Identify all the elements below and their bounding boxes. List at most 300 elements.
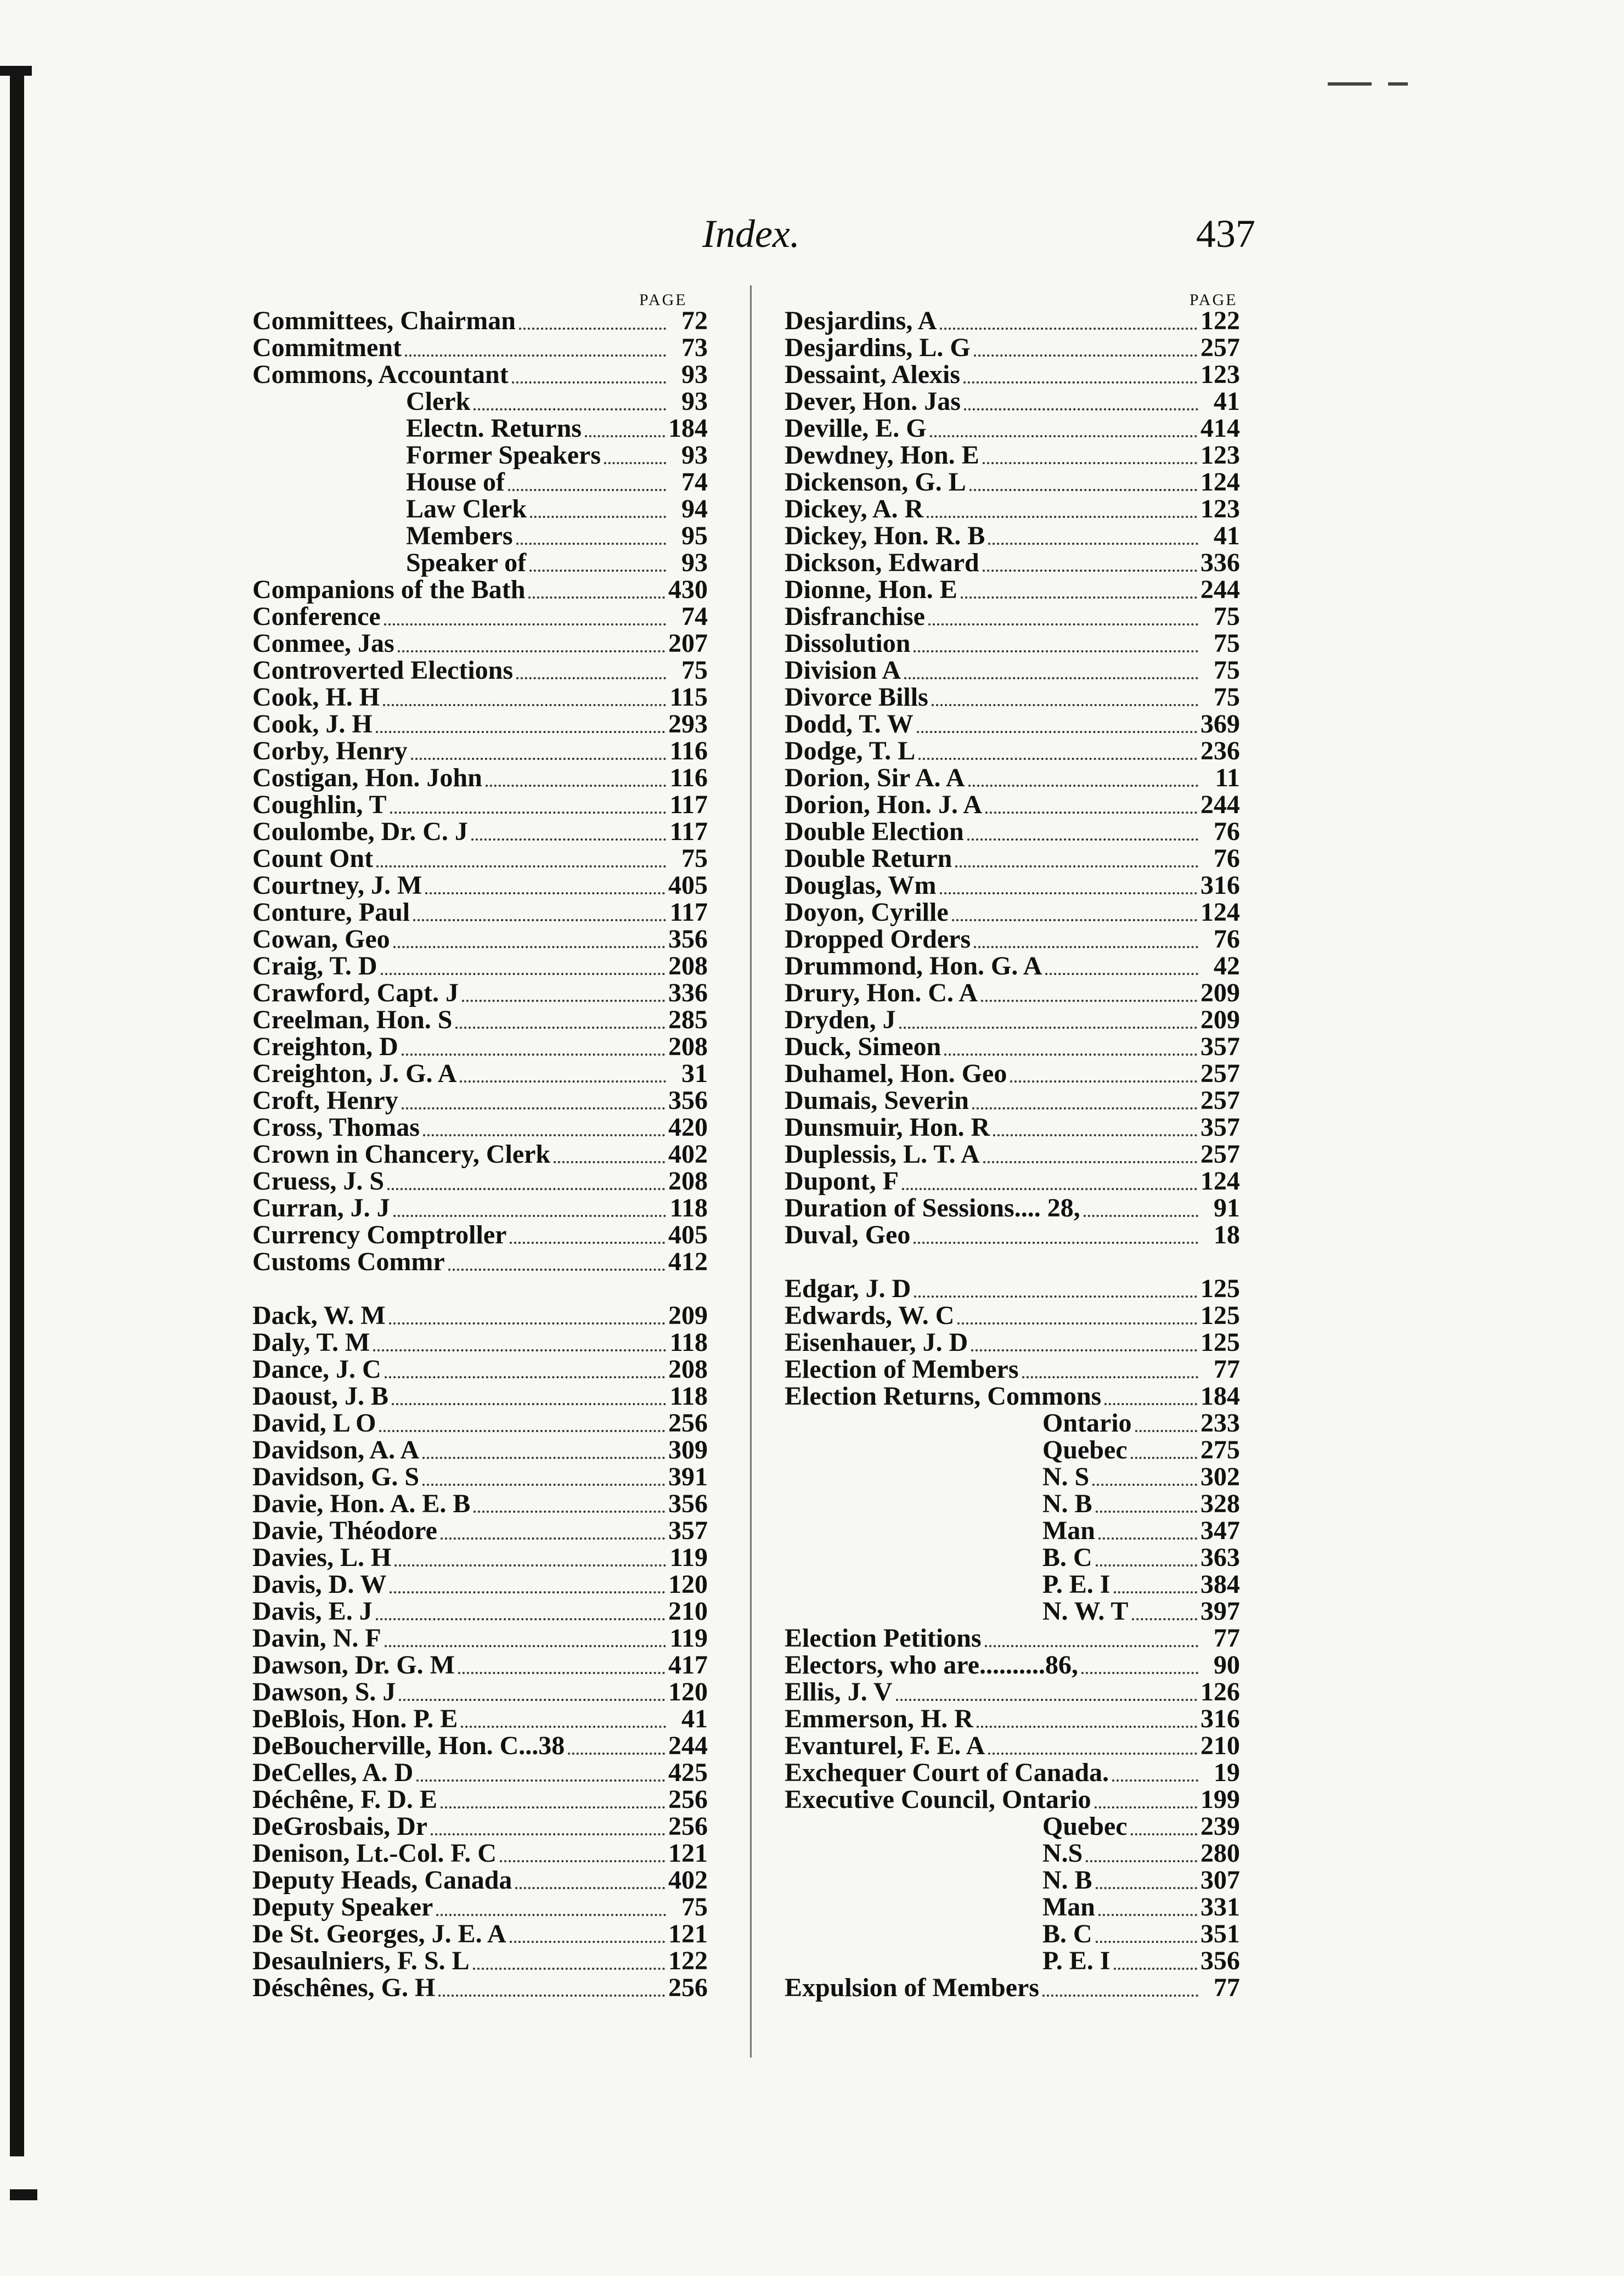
index-entry-page: 41 — [1214, 521, 1240, 550]
index-entry-name: Executive Council, Ontario — [785, 1785, 1091, 1814]
index-entry — [252, 1894, 708, 1920]
index-entry-page: 316 — [1200, 871, 1240, 900]
leader-dots — [961, 596, 1197, 599]
index-entry-name: Members — [406, 521, 513, 550]
index-entry-name: Quebec — [1042, 1435, 1127, 1464]
leader-dots — [985, 812, 1197, 814]
leader-dots — [1114, 1968, 1197, 1970]
index-entry-page: 257 — [1200, 333, 1240, 362]
leader-dots — [508, 489, 666, 491]
index-entry-name: Cook, H. H — [252, 683, 380, 712]
index-entry-name: Duhamel, Hon. Geo — [785, 1059, 1007, 1088]
index-entry-name: Dumais, Severin — [785, 1086, 969, 1115]
leader-dots — [462, 1000, 665, 1002]
index-entry — [252, 603, 708, 630]
index-entry-name: Costigan, Hon. John — [252, 763, 482, 792]
index-entry — [785, 603, 1240, 630]
index-entry — [785, 307, 1240, 334]
leader-dots — [1135, 1430, 1197, 1432]
index-entry-name: Dever, Hon. Jas — [785, 387, 961, 416]
letter-group-gap — [252, 1275, 708, 1302]
index-entry — [785, 1383, 1240, 1410]
index-entry — [252, 1006, 708, 1033]
index-entry-page: 256 — [668, 1409, 708, 1438]
leader-dots — [1096, 1941, 1197, 1943]
index-entry-page: 244 — [1200, 575, 1240, 604]
index-entry — [785, 334, 1240, 361]
index-entry-name: Man — [1042, 1892, 1095, 1922]
index-entry-name: Desjardins, A — [785, 306, 937, 335]
leader-dots — [985, 1645, 1198, 1647]
index-entry-page: 369 — [1200, 709, 1240, 739]
index-entry — [785, 495, 1240, 522]
index-entry-page: 244 — [668, 1731, 708, 1760]
index-entry — [252, 1759, 708, 1786]
index-entry — [785, 1705, 1240, 1732]
index-entry-page: 73 — [681, 333, 708, 362]
left-column-page-label: PAGE — [639, 291, 687, 309]
index-entry-name: Duplessis, L. T. A — [785, 1140, 980, 1169]
index-entry-page: 425 — [668, 1758, 708, 1787]
index-entry-page: 42 — [1214, 951, 1240, 981]
index-entry — [252, 1840, 708, 1867]
index-entry-name: N.S — [1042, 1839, 1083, 1868]
leader-dots — [952, 919, 1197, 921]
index-entry-page: 257 — [1200, 1140, 1240, 1169]
leader-dots — [896, 1699, 1198, 1701]
index-entry — [785, 1920, 1240, 1947]
index-entry-page: 414 — [1200, 414, 1240, 443]
index-entry-page: 208 — [668, 1032, 708, 1061]
leader-dots — [1022, 1376, 1198, 1378]
index-entry-page: 75 — [1214, 602, 1240, 631]
index-entry-name: Coughlin, T — [252, 790, 387, 819]
leader-dots — [390, 812, 666, 814]
index-entry — [785, 1867, 1240, 1894]
index-entry-name: Coulombe, Dr. C. J — [252, 817, 468, 846]
index-entry-name: Drury, Hon. C. A — [785, 978, 978, 1007]
index-entry-page: 124 — [1200, 1167, 1240, 1196]
index-entry-page: 11 — [1215, 763, 1240, 792]
index-entry — [252, 1463, 708, 1490]
index-entry-name: David, L O — [252, 1409, 376, 1438]
index-entry — [785, 1678, 1240, 1705]
index-entry-page: 76 — [1214, 925, 1240, 954]
index-entry-page: 31 — [681, 1059, 708, 1088]
index-entry-page: 199 — [1200, 1785, 1240, 1814]
index-entry-page: 126 — [1200, 1677, 1240, 1706]
index-entry — [252, 1678, 708, 1705]
index-entry-page: 412 — [668, 1247, 708, 1276]
leader-dots — [1096, 1887, 1197, 1889]
index-entry-page: 209 — [668, 1301, 708, 1330]
leader-dots — [389, 1322, 665, 1325]
leader-dots — [423, 1134, 665, 1136]
index-entry-name: Dawson, S. J — [252, 1677, 396, 1706]
leader-dots — [398, 650, 665, 652]
index-entry-name: Emmerson, H. R — [785, 1704, 973, 1733]
leader-dots — [379, 1430, 665, 1432]
index-entry-name: Daly, T. M — [252, 1328, 370, 1357]
index-entry-name: Expulsion of Members — [785, 1973, 1040, 2002]
index-entry-name: Davie, Théodore — [252, 1516, 437, 1545]
leader-dots — [968, 785, 1199, 787]
index-entry-name: Election of Members — [785, 1355, 1019, 1384]
leader-dots — [969, 489, 1197, 491]
index-entry-name: Creighton, J. G. A — [252, 1059, 457, 1088]
index-entry-name: Ontario — [1042, 1409, 1132, 1438]
leader-dots — [422, 1484, 665, 1486]
index-entry — [252, 495, 708, 522]
index-entry-name: DeBlois, Hon. P. E — [252, 1704, 458, 1733]
index-entry-page: 233 — [1200, 1409, 1240, 1438]
leader-dots — [376, 1618, 665, 1620]
index-entry — [785, 1544, 1240, 1571]
index-entry — [252, 1598, 708, 1625]
index-entry-page: 122 — [668, 1946, 708, 1975]
index-entry-page: 357 — [668, 1516, 708, 1545]
index-entry-name: Disfranchise — [785, 602, 925, 631]
index-entry-page: 257 — [1200, 1086, 1240, 1115]
leader-dots — [394, 1564, 666, 1567]
page-number: 437 — [1196, 212, 1255, 256]
index-entry — [785, 979, 1240, 1006]
index-entry — [785, 1813, 1240, 1840]
index-entry-name: B. C — [1042, 1919, 1092, 1948]
index-entry-name: Cook, J. H — [252, 709, 373, 739]
leader-dots — [1096, 1564, 1197, 1567]
index-entry-name: Davidson, A. A — [252, 1435, 420, 1464]
index-entry — [785, 1356, 1240, 1383]
index-entry-page: 357 — [1200, 1032, 1240, 1061]
index-entry-name: Dewdney, Hon. E — [785, 441, 979, 470]
leader-dots — [1081, 1672, 1198, 1674]
leader-dots — [993, 1134, 1197, 1136]
scan-mark — [1388, 82, 1408, 86]
index-entry-page: 347 — [1200, 1516, 1240, 1545]
index-entry-name: Exchequer Court of Canada. — [785, 1758, 1109, 1787]
index-entry-page: 256 — [668, 1973, 708, 2002]
index-entry — [252, 926, 708, 953]
index-entry-name: Commitment — [252, 333, 402, 362]
leader-dots — [473, 1968, 665, 1970]
leader-dots — [904, 677, 1198, 679]
column-divider — [750, 285, 752, 2058]
index-entry — [252, 1786, 708, 1813]
index-entry-name: Douglas, Wm — [785, 871, 937, 900]
index-entry-name: P. E. I — [1042, 1570, 1110, 1599]
index-entry-name: Dupont, F — [785, 1167, 899, 1196]
leader-dots — [441, 1806, 665, 1809]
index-entry-name: Electn. Returns — [406, 414, 582, 443]
index-entry-page: 293 — [668, 709, 708, 739]
index-entry-name: Davin, N. F — [252, 1624, 381, 1653]
leader-dots — [988, 543, 1198, 545]
index-entry — [785, 1759, 1240, 1786]
index-entry — [252, 1732, 708, 1759]
index-entry-name: N. W. T — [1042, 1597, 1129, 1626]
leader-dots — [983, 462, 1197, 464]
index-entry — [785, 1463, 1240, 1490]
index-entry — [785, 469, 1240, 495]
index-entry-page: 316 — [1200, 1704, 1240, 1733]
index-entry — [785, 1168, 1240, 1195]
index-entry-page: 302 — [1200, 1462, 1240, 1491]
index-entry — [252, 657, 708, 684]
index-entry-name: Dessaint, Alexis — [785, 360, 961, 389]
index-entry — [252, 576, 708, 603]
leader-dots — [460, 1080, 666, 1083]
index-entry-name: Dickey, A. R — [785, 494, 924, 523]
leader-dots — [1112, 1779, 1198, 1782]
index-entry-name: Croft, Henry — [252, 1086, 398, 1115]
leader-dots — [1042, 1995, 1198, 1997]
leader-dots — [519, 328, 666, 330]
index-entry-page: 363 — [1200, 1543, 1240, 1572]
leader-dots — [1095, 1806, 1197, 1809]
index-entry — [252, 1087, 708, 1114]
index-entry — [252, 1329, 708, 1356]
index-entry-name: Déschênes, G. H — [252, 1973, 436, 2002]
index-entry — [785, 845, 1240, 872]
index-entry-page: 209 — [1200, 978, 1240, 1007]
index-entry-name: Edwards, W. C — [785, 1301, 955, 1330]
leader-dots — [405, 354, 666, 357]
index-entry-page: 336 — [668, 978, 708, 1007]
index-entry-page: 120 — [668, 1677, 708, 1706]
index-entry-name: Craig, T. D — [252, 951, 377, 981]
index-entry-name: Doyon, Cyrille — [785, 898, 949, 927]
index-entry-page: 77 — [1214, 1355, 1240, 1384]
leader-dots — [971, 1349, 1197, 1351]
index-entry-page: 72 — [681, 306, 708, 335]
index-entry — [785, 1221, 1240, 1248]
index-entry-name: Dorion, Hon. J. A — [785, 790, 983, 819]
index-entry-name: Dack, W. M — [252, 1301, 386, 1330]
leader-dots — [983, 570, 1197, 572]
index-entry — [785, 1410, 1240, 1436]
index-entry-page: 207 — [668, 629, 708, 658]
letter-group-gap — [785, 1248, 1240, 1275]
index-entry-page: 405 — [668, 1220, 708, 1249]
leader-dots — [1086, 1860, 1197, 1862]
index-entry — [252, 1625, 708, 1652]
index-entry-name: Quebec — [1042, 1812, 1127, 1841]
index-entry-name: Dance, J. C — [252, 1355, 381, 1384]
index-entry-name: Division A — [785, 656, 901, 685]
leader-dots — [1104, 1403, 1197, 1405]
index-entry-name: Controverted Elections — [252, 656, 514, 685]
index-entry — [785, 711, 1240, 737]
index-entry — [252, 899, 708, 926]
leader-dots — [1131, 1833, 1197, 1835]
index-entry-page: 123 — [1200, 441, 1240, 470]
leader-dots — [930, 435, 1197, 437]
index-entry — [785, 630, 1240, 657]
index-entry — [252, 1060, 708, 1087]
index-entry-page: 123 — [1200, 360, 1240, 389]
index-entry-name: Double Return — [785, 844, 952, 873]
index-entry-name: De St. Georges, J. E. A — [252, 1919, 506, 1948]
index-entry-name: Dropped Orders — [785, 925, 971, 954]
leader-dots — [1114, 1591, 1197, 1593]
index-entry — [252, 1517, 708, 1544]
index-entry-name: DeGrosbais, Dr — [252, 1812, 428, 1841]
index-entry-name: Dawson, Dr. G. M — [252, 1650, 455, 1680]
leader-dots — [385, 1645, 666, 1647]
index-entry-name: N. B — [1042, 1489, 1092, 1518]
index-entry-page: 328 — [1200, 1489, 1240, 1518]
running-head: Index. — [702, 212, 800, 256]
index-entry-page: 74 — [681, 467, 708, 497]
leader-dots — [516, 543, 666, 545]
index-entry-page: 209 — [1200, 1005, 1240, 1034]
index-entry-page: 210 — [1200, 1731, 1240, 1760]
index-entry-name: Dionne, Hon. E — [785, 575, 957, 604]
index-entry — [785, 1490, 1240, 1517]
index-entry-page: 384 — [1200, 1570, 1240, 1599]
leader-dots — [486, 785, 666, 787]
index-entry — [252, 1436, 708, 1463]
index-entry-name: Déchêne, F. D. E — [252, 1785, 437, 1814]
index-entry-name: Creelman, Hon. S — [252, 1005, 453, 1034]
index-entry — [785, 442, 1240, 469]
index-entry-page: 95 — [681, 521, 708, 550]
index-entry-page: 93 — [681, 441, 708, 470]
index-entry-page: 41 — [1214, 387, 1240, 416]
leader-dots — [500, 1860, 665, 1862]
index-entry — [252, 1571, 708, 1598]
index-entry-page: 41 — [681, 1704, 708, 1733]
index-entry-page: 94 — [681, 494, 708, 523]
leader-dots — [387, 1188, 665, 1190]
index-entry — [252, 764, 708, 791]
index-entry — [252, 361, 708, 388]
index-entry-page: 430 — [668, 575, 708, 604]
index-entry-name: Dickson, Edward — [785, 548, 979, 577]
leader-dots — [932, 704, 1198, 706]
index-entry-name: Crawford, Capt. J — [252, 978, 459, 1007]
index-entry-page: 121 — [668, 1839, 708, 1868]
leader-dots — [510, 1242, 665, 1244]
index-entry — [785, 1275, 1240, 1302]
index-entry — [252, 684, 708, 711]
leader-dots — [914, 1295, 1197, 1298]
index-entry-name: Divorce Bills — [785, 683, 928, 712]
index-entry — [785, 899, 1240, 926]
index-entry-name: Corby, Henry — [252, 736, 408, 765]
index-entry-name: House of — [406, 467, 505, 497]
index-entry-page: 331 — [1200, 1892, 1240, 1922]
leader-dots — [422, 1457, 665, 1459]
index-entry-page: 256 — [668, 1785, 708, 1814]
index-entry-name: Dryden, J — [785, 1005, 896, 1034]
index-entry — [252, 953, 708, 979]
index-entry — [785, 737, 1240, 764]
leader-dots — [512, 381, 666, 384]
index-entry — [785, 1732, 1240, 1759]
index-entry — [785, 1114, 1240, 1141]
index-entry-page: 116 — [669, 736, 708, 765]
index-entry — [252, 1705, 708, 1732]
index-entry — [785, 1598, 1240, 1625]
index-entry-page: 184 — [668, 414, 708, 443]
leader-dots — [376, 865, 666, 867]
index-entry-page: 420 — [668, 1113, 708, 1142]
index-entry — [785, 361, 1240, 388]
leader-dots — [1096, 1511, 1197, 1513]
leader-dots — [383, 704, 666, 706]
index-entry — [252, 442, 708, 469]
leader-dots — [913, 1242, 1198, 1244]
leader-dots — [972, 1107, 1197, 1109]
index-entry-page: 18 — [1214, 1220, 1240, 1249]
index-entry — [252, 1544, 708, 1571]
index-entry-page: 121 — [668, 1919, 708, 1948]
index-entry — [252, 791, 708, 818]
index-entry-page: 125 — [1200, 1328, 1240, 1357]
index-entry-name: Conference — [252, 602, 381, 631]
index-entry — [252, 334, 708, 361]
leader-dots — [967, 838, 1198, 841]
leader-dots — [944, 1054, 1197, 1056]
index-entry — [785, 522, 1240, 549]
index-entry — [785, 1329, 1240, 1356]
leader-dots — [1010, 1080, 1197, 1083]
index-entry-page: 336 — [1200, 548, 1240, 577]
index-entry-name: Dissolution — [785, 629, 911, 658]
index-entry — [252, 630, 708, 657]
index-entry — [252, 1168, 708, 1195]
leader-dots — [899, 1027, 1197, 1029]
index-entry-name: Dodd, T. W — [785, 709, 913, 739]
index-entry-name: Election Petitions — [785, 1624, 982, 1653]
leader-dots — [1084, 1215, 1198, 1217]
leader-dots — [516, 677, 666, 679]
index-entry-page: 75 — [681, 844, 708, 873]
index-entry-page: 76 — [1214, 844, 1240, 873]
index-entry-page: 116 — [669, 763, 708, 792]
index-entry-name: Election Returns, Commons — [785, 1382, 1102, 1411]
index-entry-page: 210 — [668, 1597, 708, 1626]
leader-dots — [438, 1995, 665, 1997]
index-entry-name: Dickenson, G. L — [785, 467, 966, 497]
index-entry-page: 391 — [668, 1462, 708, 1491]
leader-dots — [458, 1672, 665, 1674]
leader-dots — [381, 973, 665, 975]
index-entry-page: 75 — [681, 656, 708, 685]
index-entry — [785, 818, 1240, 845]
index-entry-name: Dickey, Hon. R. B — [785, 521, 985, 550]
index-entry-page: 125 — [1200, 1274, 1240, 1303]
leader-dots — [983, 1161, 1197, 1163]
index-entry-name: Evanturel, F. E. A — [785, 1731, 985, 1760]
index-entry-page: 123 — [1200, 494, 1240, 523]
index-entry-page: 124 — [1200, 898, 1240, 927]
index-entry-page: 124 — [1200, 467, 1240, 497]
leader-dots — [917, 731, 1197, 733]
leader-dots — [436, 1914, 666, 1916]
right-index-column — [785, 307, 1240, 2001]
leader-dots — [402, 1054, 665, 1056]
index-entry — [252, 818, 708, 845]
index-entry-page: 125 — [1200, 1301, 1240, 1330]
index-entry-page: 402 — [668, 1866, 708, 1895]
index-entry-name: Ellis, J. V — [785, 1677, 893, 1706]
leader-dots — [528, 596, 665, 599]
index-entry-name: Committees, Chairman — [252, 306, 516, 335]
index-entry-page: 236 — [1200, 736, 1240, 765]
